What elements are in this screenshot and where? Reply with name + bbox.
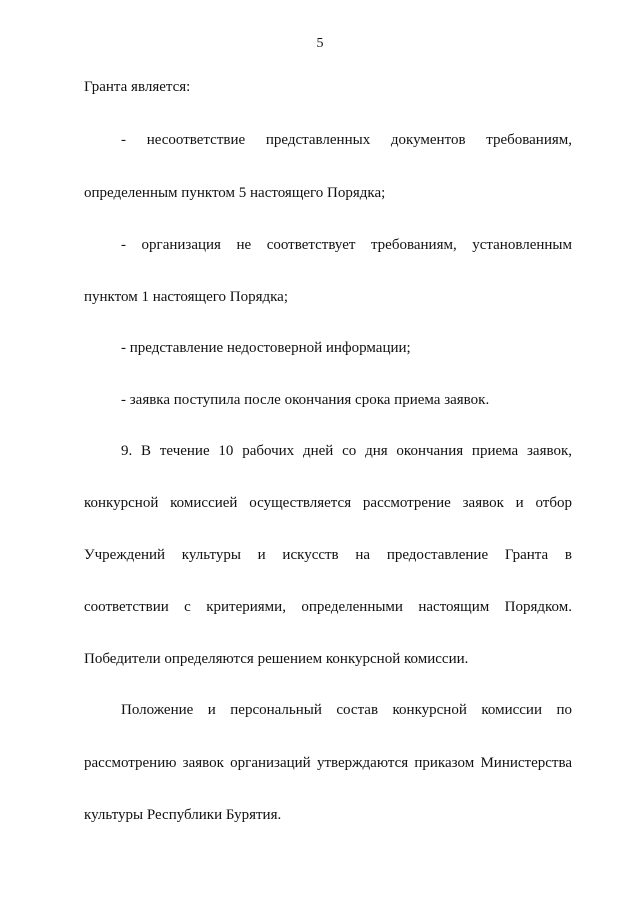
text-line: определенным пунктом 5 настоящего Порядка; xyxy=(84,185,386,201)
paragraph-first-line: 9. В течение 10 рабочих дней со дня окончания приема заявок, xyxy=(121,443,572,459)
list-item-line: - заявка поступила после окончания срока приема заявок. xyxy=(121,392,490,408)
text-line: культуры Республики Бурятия. xyxy=(84,807,282,823)
text-line: конкурсной комиссией осуществляется рассмотрение заявок и отбор xyxy=(84,495,572,511)
text-line: Победители определяются решением конкурсной комиссии. xyxy=(84,651,469,667)
text-line: Гранта является: xyxy=(84,79,191,95)
paragraph-first-line: Положение и персональный состав конкурсной комиссии по xyxy=(121,702,572,718)
list-item-line: - представление недостоверной информации; xyxy=(121,340,411,356)
list-item-line: - организация не соответствует требованиям, установленным xyxy=(121,237,572,253)
text-line: рассмотрению заявок организаций утверждаются приказом Министерства xyxy=(84,755,572,771)
page-number: 5 xyxy=(316,36,324,51)
text-line: соответствии с критериями, определенными настоящим Порядком. xyxy=(84,599,572,615)
list-item-line: - несоответствие представленных документов требованиям, xyxy=(121,132,572,148)
text-line: Учреждений культуры и искусств на предоставление Гранта в xyxy=(84,547,572,563)
text-line: пунктом 1 настоящего Порядка; xyxy=(84,289,289,305)
